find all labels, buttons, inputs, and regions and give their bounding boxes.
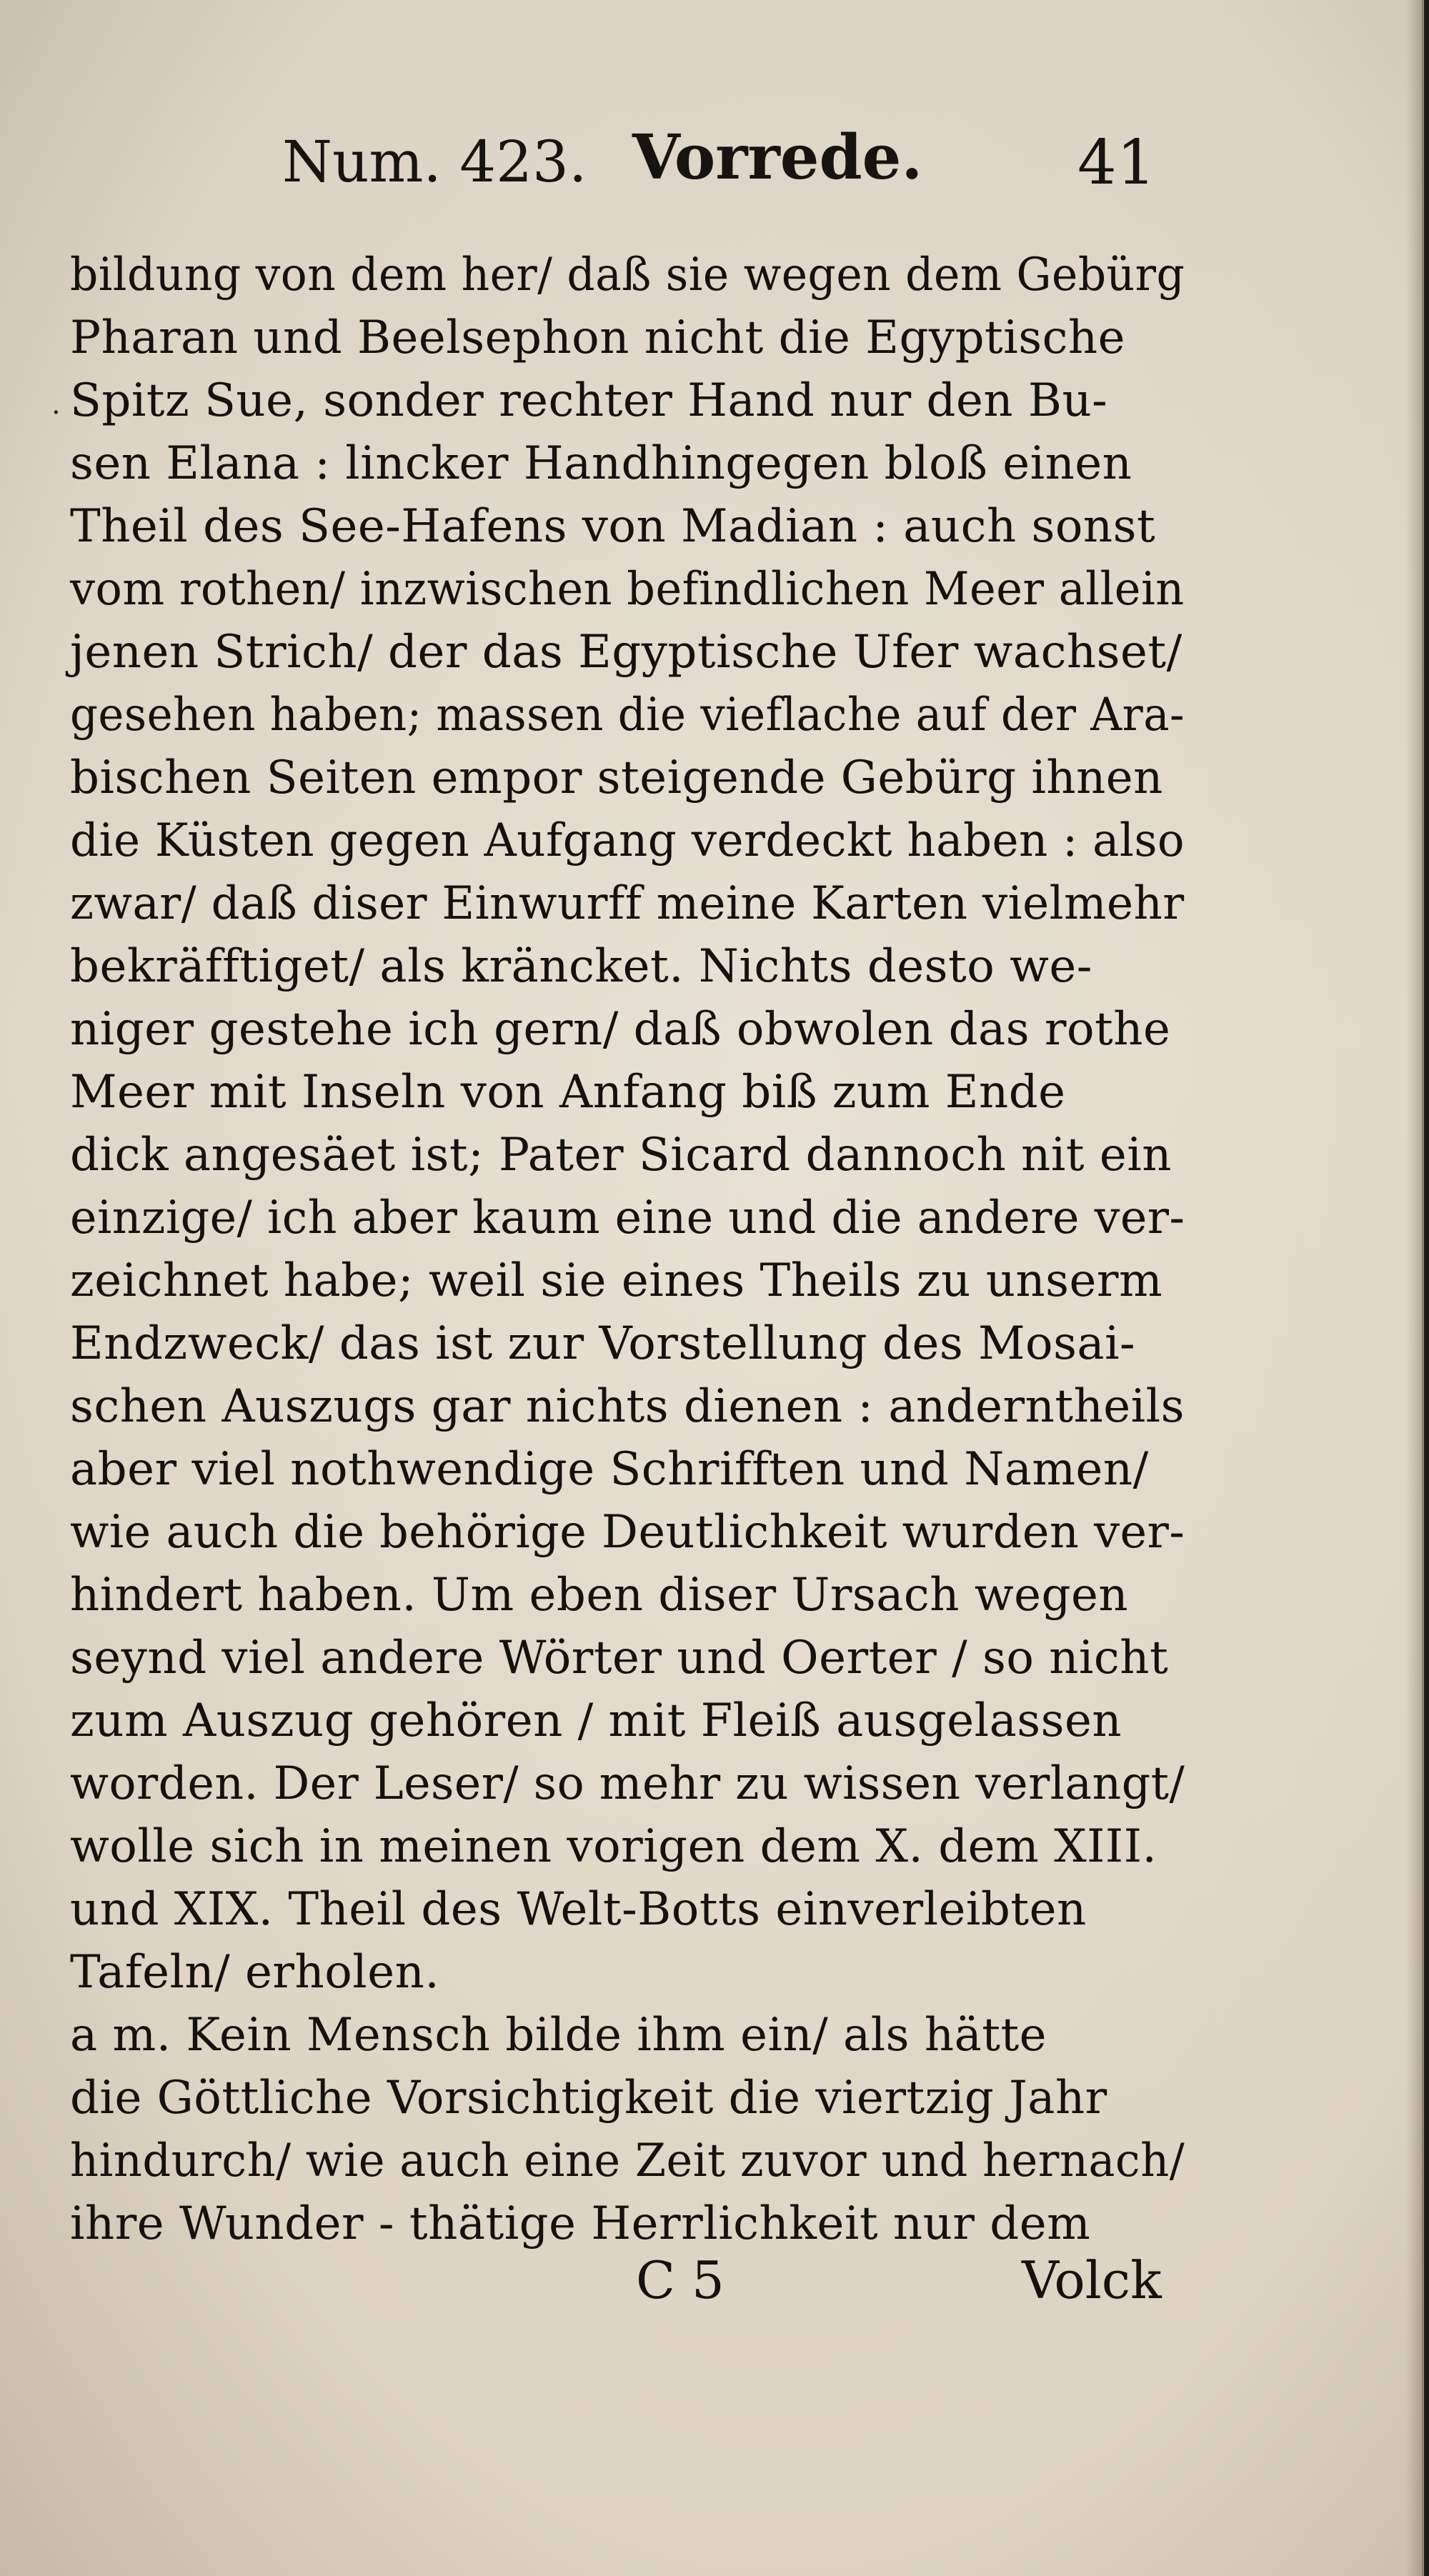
page-edge-shadow (1406, 0, 1423, 2576)
running-header (0, 107, 1422, 207)
text-line: jenen Strich/ der das Egyptische Ufer wachset/ (70, 626, 1182, 679)
text-line: bekräfftiget/ als kräncket. Nichts desto we- (70, 940, 1092, 993)
text-line: wie auch die behörige Deutlichkeit wurden ver- (70, 1506, 1185, 1559)
page-footer (0, 2250, 1422, 2329)
text-line: gesehen haben; massen die vieflache auf der Ara- (70, 689, 1185, 742)
text-line: einzige/ ich aber kaum eine und die andere ver- (70, 1192, 1185, 1244)
section-number: Num. 423. (282, 129, 587, 195)
header-title: Vorrede. (632, 121, 923, 194)
text-line: Pharan und Beelsephon nicht die Egyptische (70, 311, 1125, 364)
text-line: a m. Kein Mensch bilde ihm ein/ als hätte (70, 2009, 1047, 2062)
text-line: zwar/ daß diser Einwurff meine Karten vielmehr (70, 877, 1185, 930)
text-line: seynd viel andere Wörter und Oerter / so nicht (70, 1632, 1169, 1684)
text-line: sen Elana : lincker Handhingegen bloß einen (70, 437, 1132, 490)
text-line: worden. Der Leser/ so mehr zu wissen verlangt/ (70, 1757, 1185, 1810)
text-line: schen Auszugs gar nichts dienen : anderntheils (70, 1380, 1185, 1433)
text-line: hindurch/ wie auch eine Zeit zuvor und hernach/ (70, 2135, 1185, 2187)
page-number: 41 (1077, 127, 1156, 199)
text-line: aber viel nothwendige Schrifften und Namen/ (70, 1443, 1149, 1496)
catchword: Volck (1022, 2250, 1162, 2310)
text-line: Theil des See-Hafens von Madian : auch sonst (70, 500, 1156, 553)
text-line: ihre Wunder - thätige Herrlichkeit nur dem (70, 2197, 1091, 2250)
text-line: bildung von dem her/ daß sie wegen dem Gebürg (70, 249, 1185, 301)
text-line: vom rothen/ inzwischen befindlichen Meer allein (70, 563, 1185, 616)
text-line: hindert haben. Um eben diser Ursach wegen (70, 1569, 1129, 1622)
text-line: niger gestehe ich gern/ daß obwolen das rothe (70, 1003, 1171, 1056)
text-line: Meer mit Inseln von Anfang biß zum Ende (70, 1066, 1066, 1119)
text-line: wolle sich in meinen vorigen dem X. dem XIII. (70, 1820, 1157, 1873)
text-line: die Göttliche Vorsichtigkeit die viertzig Jahr (70, 2072, 1107, 2125)
text-line: Spitz Sue, sonder rechter Hand nur den Bu- (70, 374, 1108, 427)
margin-dot: · (51, 396, 61, 429)
text-line: bischen Seiten empor steigende Gebürg ihnen (70, 752, 1163, 804)
text-line: Endzweck/ das ist zur Vorstellung des Mosai- (70, 1317, 1136, 1370)
text-line: Tafeln/ erholen. (70, 1946, 440, 1999)
text-line: und XIX. Theil des Welt-Botts einverleibten (70, 1883, 1087, 1936)
signature-mark: C 5 (636, 2250, 725, 2310)
text-line: zum Auszug gehören / mit Fleiß ausgelassen (70, 1694, 1122, 1747)
text-line: die Küsten gegen Aufgang verdeckt haben : also (70, 814, 1185, 867)
text-line: zeichnet habe; weil sie eines Theils zu unserm (70, 1254, 1163, 1307)
text-line: dick angesäet ist; Pater Sicard dannoch nit ein (70, 1129, 1172, 1182)
